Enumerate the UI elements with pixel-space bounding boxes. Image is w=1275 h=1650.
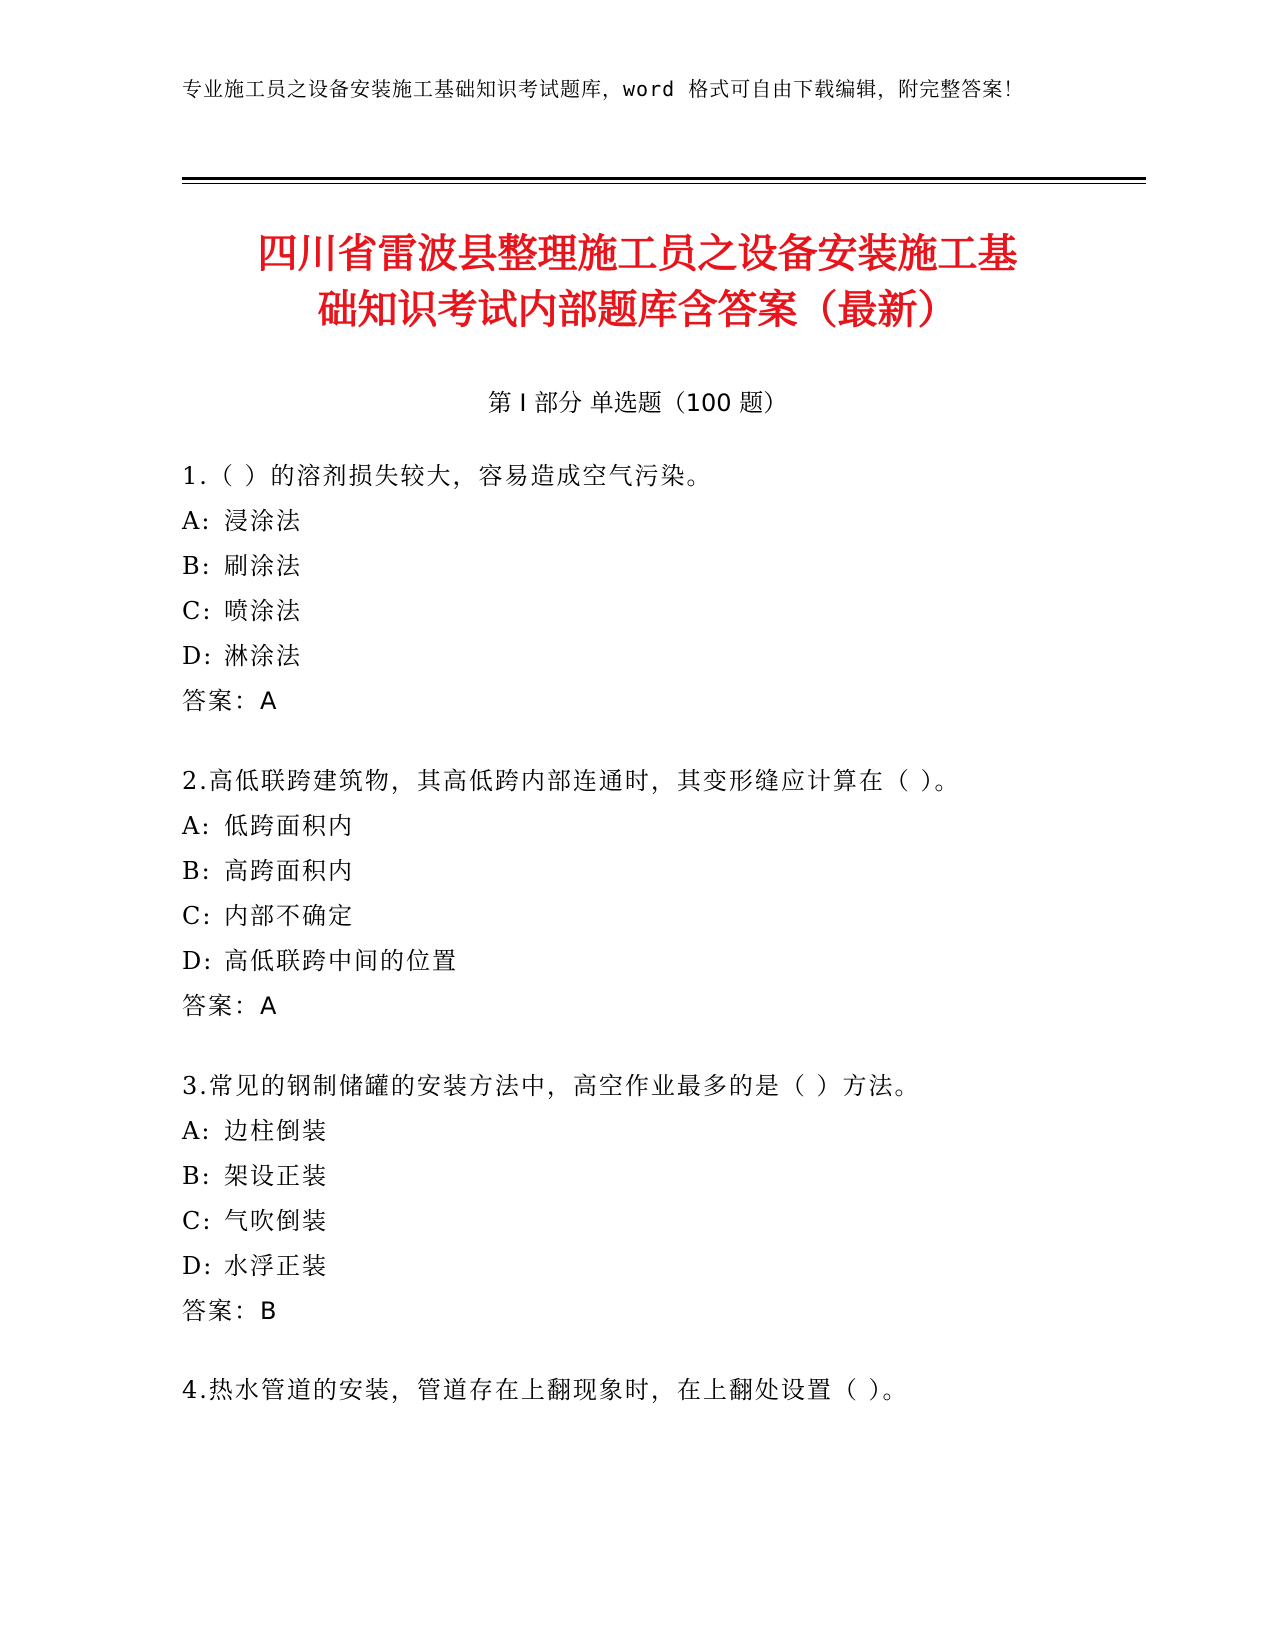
option-text: 浸涂法 <box>224 507 302 535</box>
option-letter: D: <box>182 642 214 670</box>
option-b <box>182 1154 1082 1199</box>
option-d <box>182 939 1082 984</box>
header-divider-thick <box>182 177 1146 180</box>
option-letter: C: <box>182 1207 213 1235</box>
option-text: 低跨面积内 <box>224 812 354 840</box>
option-text: 气吹倒装 <box>224 1207 328 1235</box>
option-c <box>182 1199 1082 1244</box>
option-c <box>182 894 1082 939</box>
question-stem: 3.常见的钢制储罐的安装方法中，高空作业最多的是（ ）方法。 <box>182 1072 921 1100</box>
option-d <box>182 1244 1082 1289</box>
answer-line <box>182 1289 1082 1334</box>
answer-line <box>182 984 1082 1029</box>
answer-value: A <box>260 992 277 1020</box>
header-note: 专业施工员之设备安装施工基础知识考试题库，word 格式可自由下载编辑，附完整答案！ <box>182 77 1025 101</box>
option-text: 刷涂法 <box>224 552 302 580</box>
option-a <box>182 499 1082 544</box>
option-b <box>182 544 1082 589</box>
option-letter: B: <box>182 1162 212 1190</box>
option-text: 高低联跨中间的位置 <box>224 947 458 975</box>
document-title-line-1: 四川省雷波县整理施工员之设备安装施工基 <box>257 231 1018 277</box>
option-text: 水浮正装 <box>224 1252 328 1280</box>
option-b <box>182 849 1082 894</box>
option-letter: C: <box>182 597 213 625</box>
header-divider-thin <box>182 183 1146 184</box>
question-stem: 2.高低联跨建筑物，其高低跨内部连通时，其变形缝应计算在（ ）。 <box>182 767 961 795</box>
option-a <box>182 804 1082 849</box>
question-4 <box>182 1368 1082 1413</box>
question-stem: 4.热水管道的安装，管道存在上翻现象时，在上翻处设置（ ）。 <box>182 1376 909 1404</box>
answer-value: A <box>260 687 277 715</box>
option-a <box>182 1109 1082 1154</box>
option-text: 内部不确定 <box>224 902 354 930</box>
option-letter: D: <box>182 947 214 975</box>
section-title: 第 I 部分 单选题（100 题） <box>487 389 788 417</box>
option-letter: C: <box>182 902 213 930</box>
option-letter: D: <box>182 1252 214 1280</box>
option-c <box>182 589 1082 634</box>
option-letter: B: <box>182 857 212 885</box>
option-text: 边柱倒装 <box>224 1117 328 1145</box>
option-text: 高跨面积内 <box>224 857 354 885</box>
answer-label: 答案： <box>182 1297 260 1325</box>
option-text: 喷涂法 <box>224 597 302 625</box>
option-text: 架设正装 <box>224 1162 328 1190</box>
answer-label: 答案： <box>182 992 260 1020</box>
question-2 <box>182 759 1082 1029</box>
question-stem: 1.（ ）的溶剂损失较大，容易造成空气污染。 <box>182 462 713 490</box>
option-letter: A: <box>182 812 212 840</box>
document-title <box>182 226 1093 338</box>
option-letter: B: <box>182 552 212 580</box>
answer-label: 答案： <box>182 687 260 715</box>
document-title-line-2: 础知识考试内部题库含答案（最新） <box>317 287 958 333</box>
option-letter: A: <box>182 1117 212 1145</box>
answer-line <box>182 679 1082 724</box>
answer-value: B <box>260 1297 277 1325</box>
option-d <box>182 634 1082 679</box>
option-letter: A: <box>182 507 212 535</box>
option-text: 淋涂法 <box>224 642 302 670</box>
question-3 <box>182 1064 1082 1334</box>
question-1 <box>182 454 1082 724</box>
